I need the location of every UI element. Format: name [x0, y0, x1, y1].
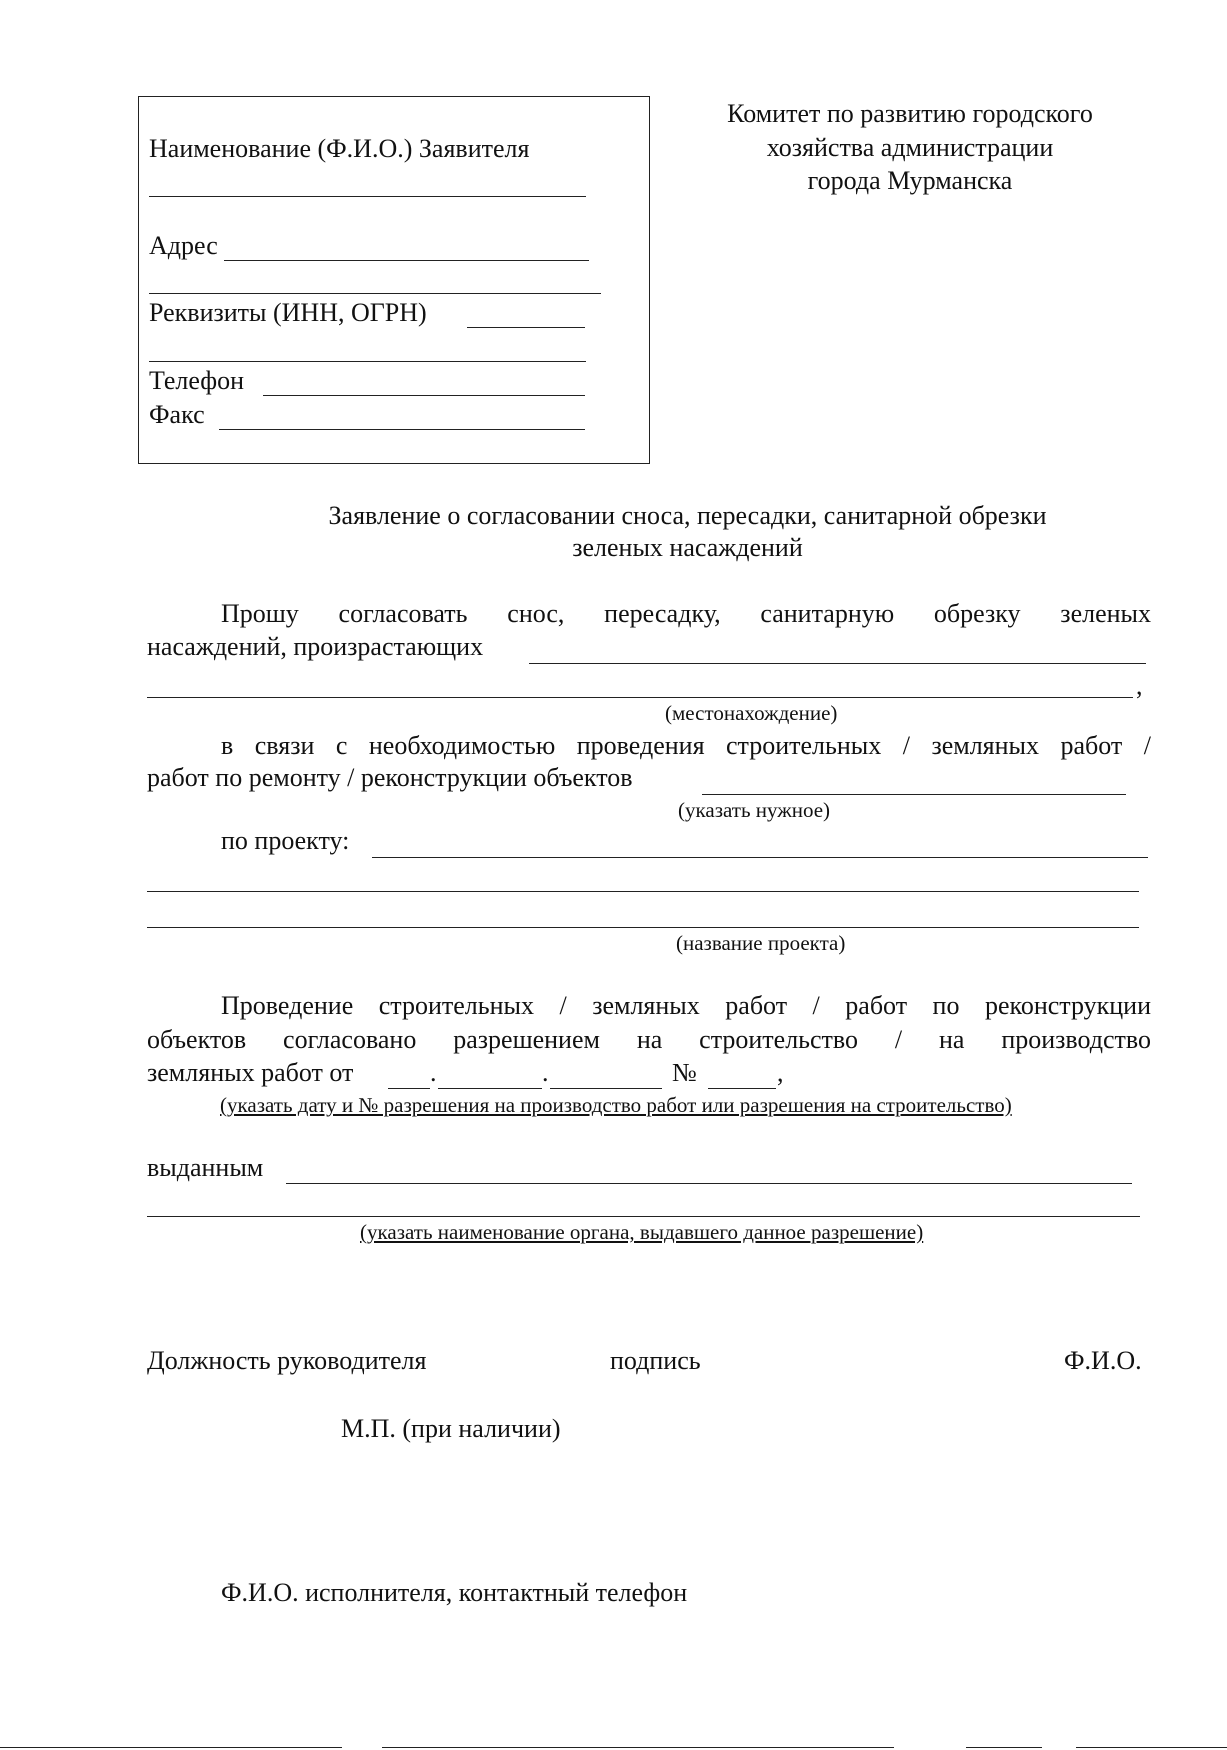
- phone-label: Телефон: [149, 366, 245, 395]
- request-line1: Прошу согласовать снос, пересадку, санитарную обрезку зеленых: [221, 599, 1151, 628]
- fax-label: Факс: [149, 400, 205, 429]
- project-field-line3[interactable]: [147, 927, 1139, 928]
- project-field-line2[interactable]: [147, 891, 1139, 892]
- stamp-label: М.П. (при наличии): [341, 1414, 561, 1443]
- request-line2: насаждений, произрастающих: [147, 632, 484, 661]
- applicant-name-label: Наименование (Ф.И.О.) Заявителя: [149, 134, 530, 163]
- fio-label: Ф.И.О.: [1064, 1346, 1142, 1375]
- requisites-label: Реквизиты (ИНН, ОГРН): [149, 298, 427, 327]
- permit-line2: объектов согласовано разрешением на строительство / на производство: [147, 1025, 1151, 1054]
- recipient-line2: хозяйства администрации: [766, 133, 1054, 162]
- applicant-name-field[interactable]: [149, 196, 586, 197]
- permit-dot-1: .: [430, 1058, 437, 1087]
- permit-number-sign: №: [672, 1058, 697, 1087]
- issued-label: выданным: [147, 1153, 264, 1182]
- permit-day-field[interactable]: [388, 1088, 430, 1089]
- permit-comma: ,: [777, 1058, 784, 1087]
- permit-month-field[interactable]: [438, 1088, 542, 1089]
- recipient-line3: города Мурманска: [807, 166, 1013, 195]
- project-label: по проекту:: [221, 826, 350, 855]
- issued-hint: (указать наименование органа, выдавшего данное разрешение): [360, 1220, 924, 1244]
- issued-field-line2[interactable]: [147, 1216, 1140, 1217]
- executor-label: Ф.И.О. исполнителя, контактный телефон: [221, 1578, 688, 1607]
- requisites-field-line2[interactable]: [149, 361, 586, 362]
- location-field-line2[interactable]: [147, 697, 1133, 698]
- issued-field[interactable]: [286, 1183, 1132, 1184]
- project-hint: (название проекта): [676, 931, 846, 955]
- permit-line1: Проведение строительных / земляных работ / работ по реконструкции: [221, 991, 1151, 1020]
- reason-field[interactable]: [702, 794, 1126, 795]
- bottom-rule-2: [382, 1747, 894, 1748]
- signature-label: подпись: [610, 1346, 701, 1375]
- phone-field[interactable]: [263, 395, 585, 396]
- location-hint: (местонахождение): [665, 701, 838, 725]
- fax-field[interactable]: [219, 429, 585, 430]
- address-field[interactable]: [224, 260, 589, 261]
- reason-hint: (указать нужное): [678, 798, 831, 822]
- reason-line1: в связи с необходимостью проведения строительных / земляных работ /: [221, 731, 1151, 760]
- address-field-line2[interactable]: [149, 293, 601, 294]
- permit-dot-2: .: [542, 1058, 549, 1087]
- document-title-line2: зеленых насаждений: [572, 533, 803, 562]
- permit-hint: (указать дату и № разрешения на производство работ или разрешения на строительство): [220, 1093, 1012, 1117]
- bottom-rule-4: [1076, 1747, 1227, 1748]
- bottom-rule-1: [0, 1747, 342, 1748]
- bottom-rule-3: [966, 1747, 1042, 1748]
- permit-year-field[interactable]: [550, 1088, 662, 1089]
- permit-number-field[interactable]: [708, 1088, 776, 1089]
- location-field[interactable]: [529, 663, 1146, 664]
- permit-line3-prefix: земляных работ от: [147, 1058, 354, 1087]
- document-title-line1: Заявление о согласовании сноса, пересадки, санитарной обрезки: [328, 501, 1047, 530]
- address-label: Адрес: [149, 231, 218, 260]
- reason-line2: работ по ремонту / реконструкции объектов: [147, 763, 633, 792]
- position-label: Должность руководителя: [147, 1346, 427, 1375]
- recipient-line1: Комитет по развитию городского: [727, 99, 1093, 128]
- project-field[interactable]: [372, 857, 1148, 858]
- requisites-field[interactable]: [467, 327, 585, 328]
- location-comma: ,: [1136, 671, 1143, 700]
